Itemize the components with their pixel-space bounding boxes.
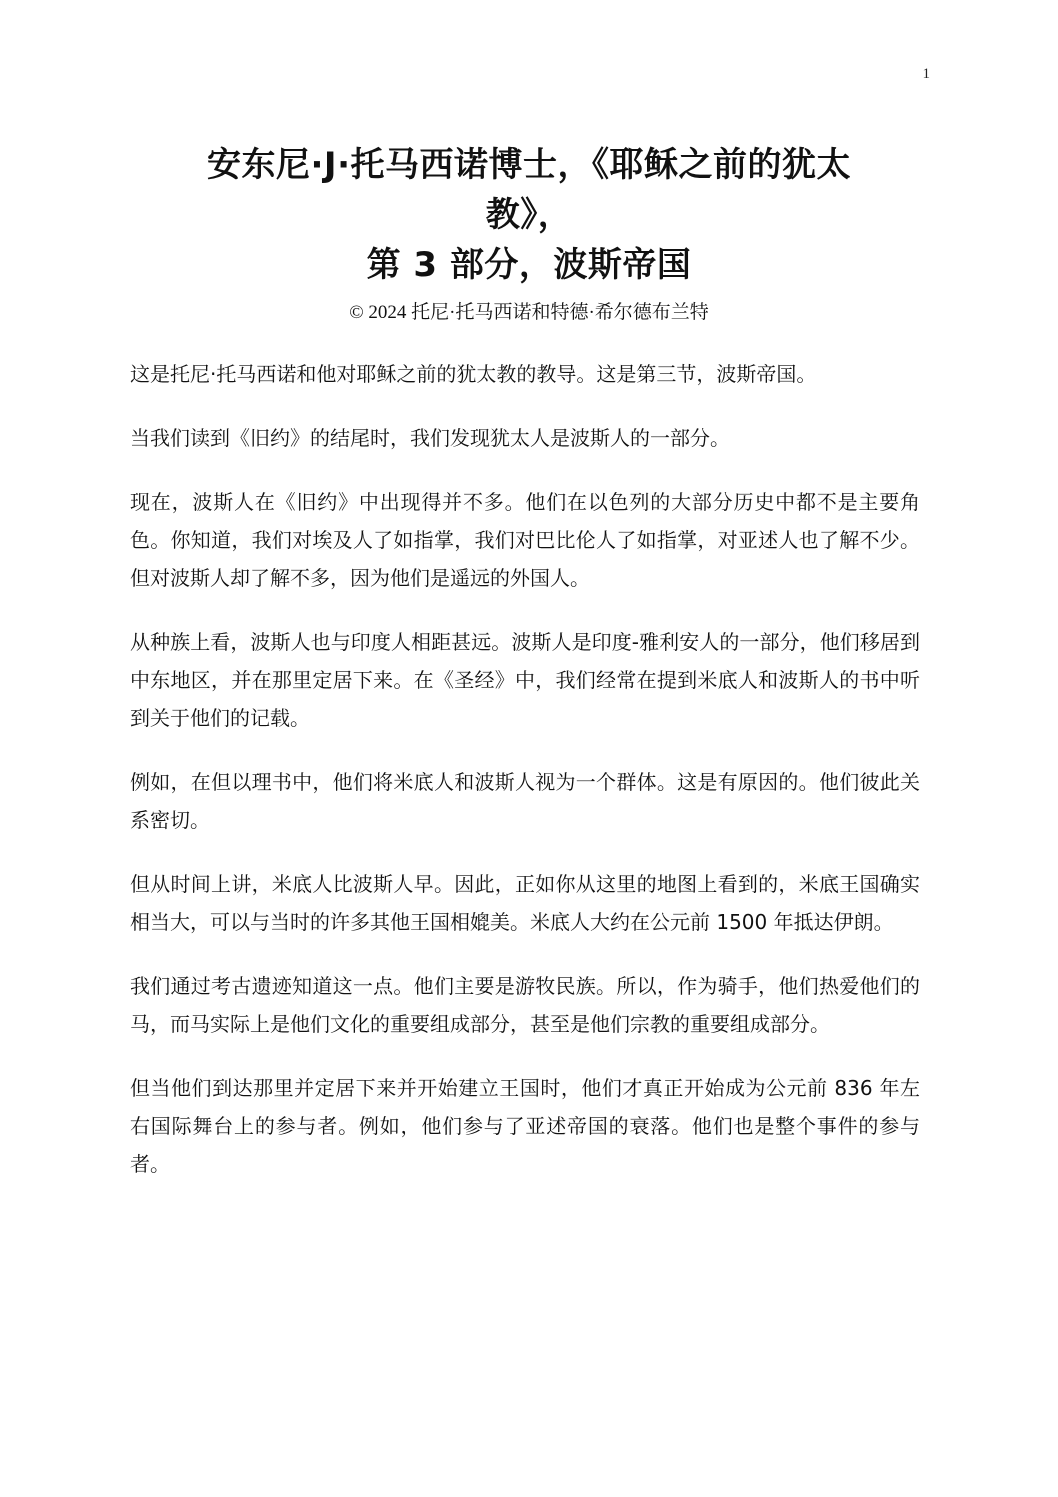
paragraph-2: 当我们读到《旧约》的结尾时，我们发现犹太人是波斯人的一部分。 [130, 426, 730, 450]
body-text [130, 355, 920, 1209]
page-number: 1 [922, 66, 930, 82]
paragraph-4: 从种族上看，波斯人也与印度人相距甚远。波斯人是印度-雅利安人的一部分，他们移居到中东地区，并在那里定居下来。在《圣经》中，我们经常在提到米底人和波斯人的书中听到关于他们的记载。 [130, 630, 920, 730]
paragraph-7: 我们通过考古遗迹知道这一点。他们主要是游牧民族。所以，作为骑手，他们热爱他们的马，而马实际上是他们文化的重要组成部分，甚至是他们宗教的重要组成部分。 [130, 974, 920, 1036]
paragraph-8: 但当他们到达那里并定居下来并开始建立王国时，他们才真正开始成为公元前 836 年左右国际舞台上的参与者。例如，他们参与了亚述帝国的衰落。他们也是整个事件的参与者。 [130, 1076, 920, 1176]
title-block [130, 140, 928, 328]
title-line-1: 安东尼·J·托马西诺博士，《耶稣之前的犹太 [207, 145, 851, 185]
title-line-3: 第 3 部分，波斯帝国 [366, 245, 692, 285]
title-line-2: 教》， [485, 195, 573, 235]
paragraph-1: 这是托尼·托马西诺和他对耶稣之前的犹太教的教导。这是第三节，波斯帝国。 [130, 362, 817, 386]
paragraph-3: 现在，波斯人在《旧约》中出现得并不多。他们在以色列的大部分历史中都不是主要角色。你知道，我们对埃及人了如指掌，我们对巴比伦人了如指掌，对亚述人也了解不少。但对波斯人却了解不多，因为他们是遥远的外国人。 [130, 490, 920, 590]
copyright-notice: © 2024 托尼·托马西诺和特德·希尔德布兰特 [349, 302, 709, 323]
paragraph-6: 但从时间上讲，米底人比波斯人早。因此，正如你从这里的地图上看到的，米底王国确实相当大，可以与当时的许多其他王国相媲美。米底人大约在公元前 1500 年抵达伊朗。 [130, 872, 920, 934]
paragraph-5: 例如，在但以理书中，他们将米底人和波斯人视为一个群体。这是有原因的。他们彼此关系密切。 [130, 770, 920, 832]
